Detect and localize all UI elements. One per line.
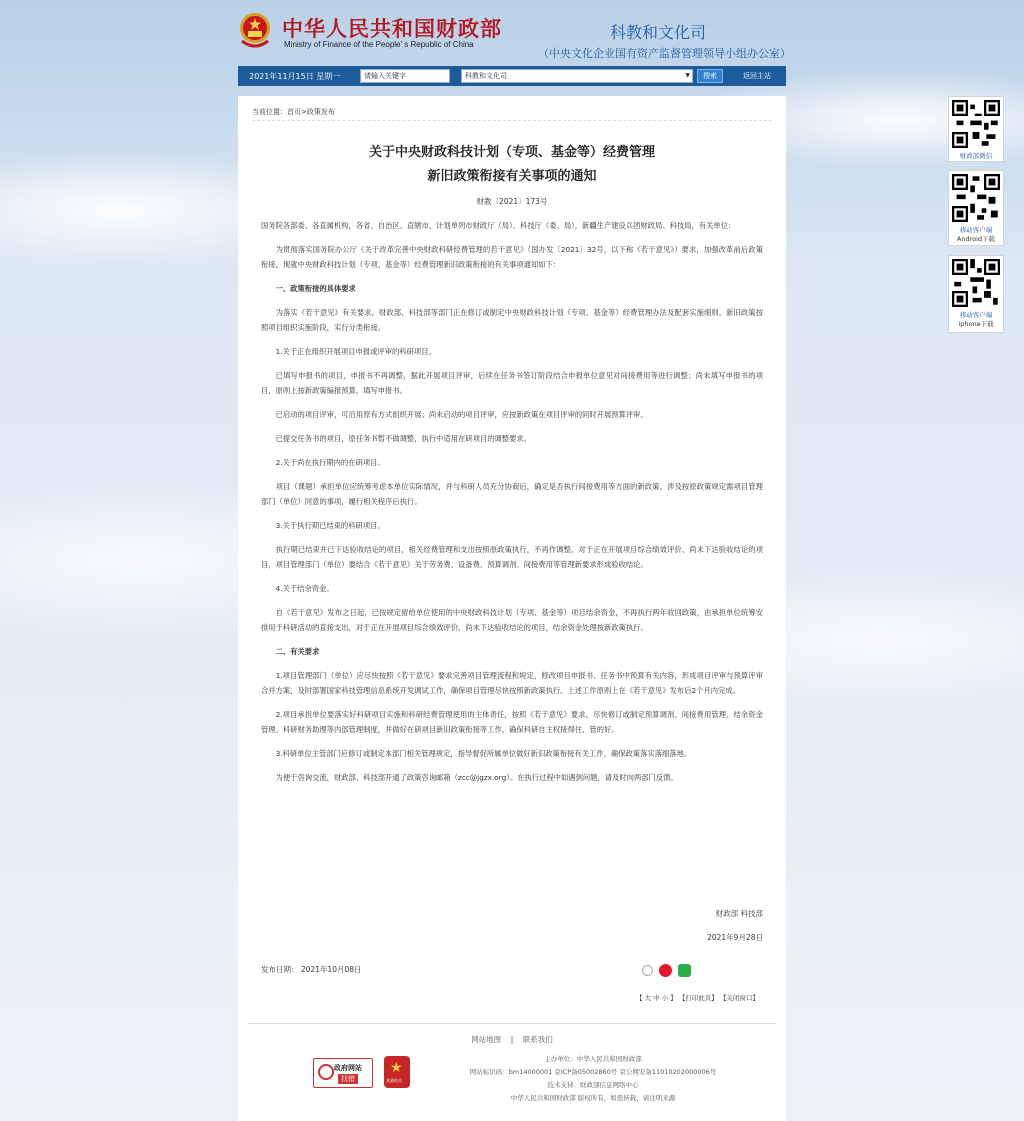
article-paragraph: 2.项目承担单位要落实好科研项目实施和科研经费管理使用的主体责任，按照《若干意见》要求，尽快修订或制定预算调剂、间接费用管理、结余资金管理、科研财务助理等内部管理制度，并做好在研项目新旧政策衔接等工作，确保科研自主权接得住、管的好。 — [261, 710, 763, 734]
qr-wechat[interactable] — [948, 96, 1004, 162]
article-paragraph: 3.科研单位主管部门应修订或制定本部门相关管理规定，指导督促所属单位做好新旧政策衔接有关工作，确保政策落实落细落地。 — [275, 749, 692, 758]
article-paragraph: 已启动的项目评审，可沿用原有方式组织开展；尚未启动的项目评审，应按新政策在项目评审的同时开展预算评审。 — [275, 410, 648, 419]
article-paragraph: 为贯彻落实国务院办公厅《关于改革完善中央财政科研经费管理的若干意见》（国办发〔2021〕32号，以下称《若干意见》）要求，加强改革前后政策衔接，现就中央财政科技计划（专项、基金等）经费管理新旧政策衔接的有关事项通知如下： — [261, 245, 763, 269]
department-subtitle: （中央文化企业国有资产监督管理领导小组办公室） — [538, 47, 791, 60]
gov-badge-label: 找错 — [338, 1074, 358, 1084]
gov-badge-text: 政府网站 — [334, 1064, 362, 1072]
footer-icp[interactable]: 网站标识码：bm14000001 京ICP备05002860号 京公网安备11010202000006号 — [469, 1068, 717, 1076]
article-paragraph: 4.关于结余资金。 — [275, 584, 334, 593]
nav-bar — [238, 66, 786, 86]
section-heading: 二、有关要求 — [275, 647, 320, 656]
article-body — [261, 218, 763, 794]
current-date: 2021年11月15日 星期一 — [249, 72, 341, 81]
publish-date: 发布日期： 2021年10月08日 — [261, 965, 362, 974]
footer-separator: | — [510, 1035, 514, 1044]
qr-code-icon — [952, 259, 1000, 307]
article-paragraph: 3.关于执行期已结束的科研项目。 — [275, 521, 385, 530]
search-input[interactable]: 请输入关键字 — [360, 69, 450, 83]
qr-label: 移动客户端 — [959, 226, 993, 234]
contact-link[interactable]: 联系我们 — [522, 1035, 553, 1044]
qr-sublabel: Android下载 — [956, 235, 996, 243]
article-paragraph: 项目（课题）承担单位应统筹考虑本单位实际情况，并与科研人员充分协商后，确定是否执行间接费用等方面的新政策。涉及按原政策规定需项目管理部门（单位）同意的事项，履行相关程序后执行。 — [261, 482, 763, 506]
signers: 财政部 科技部 — [715, 909, 763, 918]
department-name: 科教和文化司 — [610, 23, 707, 42]
star-icon: ★ — [390, 1060, 403, 1076]
article-paragraph: 为落实《若干意见》有关要求，财政部、科技部等部门正在修订或制定中央财政科技计划（专项、基金等）经费管理办法及配套实施细则。新旧政策按照项目组织实施阶段，实行分类衔接。 — [261, 308, 763, 332]
page-tools[interactable]: 【 大 中 小 】 【打印此页】 【关闭窗口】 — [636, 994, 759, 1002]
content-panel — [238, 96, 786, 1121]
article-paragraph: 为便于咨询交流，财政部、科技部开通了政策咨询邮箱（zcc@jgzx.org）。在执行过程中如遇到问题，请及时向两部门反馈。 — [275, 773, 678, 782]
ministry-title-en: Ministry of Finance of the People' s Republic of China — [284, 40, 474, 49]
search-button[interactable]: 搜索 — [697, 69, 723, 83]
home-link[interactable]: 返回主站 — [743, 72, 771, 80]
article-paragraph: 自《若干意见》发布之日起，已按规定留给单位使用的中央财政科技计划（专项、基金等）项目结余资金，不再执行两年收回政策，由承担单位统筹安排用于科研活动的直接支出。对于正在开展项目综合绩效评价、尚未下达验收结论的项目，结余资金处理按新政策执行。 — [261, 608, 763, 632]
article-paragraph: 执行期已结束并已下达验收结论的项目，相关经费管理和支出按照原政策执行，不再作调整。对于正在开展项目综合绩效评价、尚未下达验收结论的项目，项目管理部门（单位）要结合《若干意见》关于劳务费、设备费、预算调剂、间接费用等管理新要求形成验收结论。 — [261, 545, 763, 569]
ministry-title[interactable]: 中华人民共和国财政部 — [282, 17, 502, 41]
article-title-line2: 新旧政策衔接有关事项的通知 — [427, 169, 597, 184]
article-paragraph: 国务院各部委、各直属机构，各省、自治区、直辖市、计划单列市财政厅（局）、科技厅（委、局），新疆生产建设兵团财政局、科技局，有关单位： — [261, 221, 736, 230]
divider — [252, 120, 772, 121]
article-paragraph: 1.关于正在组织开展项目申报或评审的科研项目。 — [275, 347, 436, 356]
footer-copyright: 中华人民共和国财政部 版权所有，如需转载，请注明来源 — [510, 1094, 676, 1102]
qr-android[interactable] — [948, 170, 1004, 246]
national-emblem-icon — [238, 11, 272, 49]
site-header — [238, 0, 791, 66]
qr-sublabel: iphone下载 — [958, 320, 994, 328]
document-number: 财教〔2021〕173号 — [476, 197, 548, 206]
party-government-badge[interactable] — [384, 1056, 410, 1088]
sitemap-link[interactable]: 网站地图 — [471, 1035, 502, 1044]
article-paragraph: 2.关于尚在执行期内的在研项目。 — [275, 458, 385, 467]
qr-label: 财政部微信 — [959, 152, 993, 160]
weibo-icon[interactable] — [659, 964, 672, 977]
footer-tech: 技术支持：财政部信息网络中心 — [547, 1081, 639, 1089]
footer-links — [238, 1034, 786, 1045]
share-bar — [642, 964, 694, 978]
qr-iphone[interactable] — [948, 255, 1004, 333]
footer-sponsor: 主办单位：中华人民共和国财政部 — [544, 1055, 642, 1063]
qr-code-icon — [952, 100, 1000, 148]
department-select[interactable] — [461, 69, 693, 83]
section-heading: 一、政策衔接的具体要求 — [275, 284, 356, 293]
qr-code-icon — [952, 174, 1000, 222]
article-title-line1: 关于中央财政科技计划（专项、基金等）经费管理 — [368, 145, 655, 160]
chevron-down-icon: ▼ — [685, 72, 690, 79]
magnifier-icon — [318, 1064, 334, 1080]
article-paragraph: 已填写申报书的项目，申报书不再调整，据此开展项目评审，后续在任务书签订阶段结合申报单位意见对间接费用等进行调整；尚未填写申报书的项目，原则上按新政策编报预算，填写申报书。 — [261, 371, 763, 395]
divider — [248, 1023, 776, 1024]
sign-date: 2021年9月28日 — [707, 933, 763, 942]
article-paragraph: 已提交任务书的项目，原任务书暂不做调整，执行中适用在研项目的调整要求。 — [275, 434, 531, 443]
gov-site-error-badge[interactable] — [313, 1058, 373, 1088]
breadcrumb[interactable]: 当前位置：首页>政策发布 — [252, 108, 335, 116]
share-icon[interactable] — [642, 965, 653, 976]
wechat-icon[interactable] — [678, 964, 691, 977]
qr-label: 移动客户端 — [959, 311, 993, 319]
department-select-value: 科教和文化司 — [465, 72, 507, 80]
party-badge-text: 党政机关 — [386, 1078, 402, 1083]
article-paragraph: 1.项目管理部门（单位）应尽快按照《若干意见》要求完善项目管理流程和规定，修改项目申报书、任务书中预算有关内容，形成项目评审与预算评审合并方案，及时部署国家科技管理信息系统开发调试工作，确保项目管理尽快按照新政策执行。上述工作原则上在《若干意见》发布后2个月内完成。 — [261, 671, 763, 695]
